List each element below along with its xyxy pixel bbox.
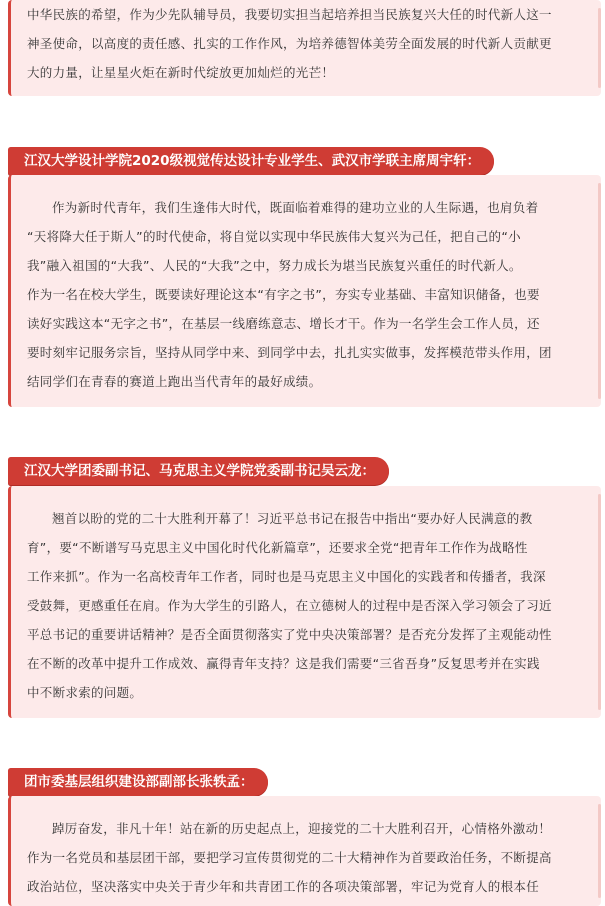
quote-line: 工作来抓”。作为一名高校青年工作者，同时也是马克思主义中国化的实践者和传播者，我深 [27, 569, 546, 584]
quote-line: 中华民族的希望，作为少先队辅导员，我要切实担当起培养担当民族复兴大任的时代新人这一 [27, 7, 552, 22]
quote-line: 作为新时代青年，我们生逢伟大时代，既面临着难得的建功立业的人生际遇，也肩负着 [52, 200, 539, 215]
quote-line: 翘首以盼的党的二十大胜利开幕了！习近平总书记在报告中指出“要办好人民满意的教 [52, 511, 533, 526]
speaker-header-wu-yunlong: 江汉大学团委副书记、马克思主义学院党委副书记吴云龙： [8, 457, 389, 485]
quote-line: 作为一名在校大学生，既要读好理论这本“有字之书”，夯实专业基础、丰富知识储备，也要 [27, 287, 540, 302]
quote-line: 结同学们在青春的赛道上跑出当代青年的最好成绩。 [27, 374, 322, 389]
quote-card-4 [8, 796, 601, 906]
quote-line: “天将降大任于斯人”的时代使命，将自觉以实现中华民族伟大复兴为己任，把自己的“小 [27, 229, 521, 244]
quote-line: 神圣使命，以高度的责任感、扎实的工作作风，为培养德智体美劳全面发展的时代新人贡献更 [27, 36, 552, 51]
quote-card-3 [8, 486, 601, 718]
quote-line: 受鼓舞，更感重任在肩。作为大学生的引路人，在立德树人的过程中是否深入学习领会了习近 [27, 598, 552, 613]
quote-line: 要时刻牢记服务宗旨，坚持从同学中来、到同学中去，扎扎实实做事，发挥模范带头作用，团 [27, 345, 552, 360]
quote-line: 中不断求索的问题。 [27, 685, 143, 700]
quote-line: 在不断的改革中提升工作成效、赢得青年支持？这是我们需要“三省吾身”反复思考并在实践 [27, 656, 540, 671]
quote-line: 读好实践这本“无字之书”，在基层一线磨练意志、增长才干。作为一名学生会工作人员，还 [27, 316, 540, 331]
speaker-header-zhang-yimeng: 团市委基层组织建设部副部长张轶孟： [8, 768, 268, 796]
quote-line: 育”，要“不断谱写马克思主义中国化时代化新篇章”，还要求全党“把青年工作作为战略性 [27, 540, 528, 555]
quote-line: 踔厉奋发，非凡十年！站在新的历史起点上，迎接党的二十大胜利召开，心情格外激动！ [52, 821, 552, 836]
quote-line: 政治站位，坚决落实中央关于青少年和共青团工作的各项决策部署，牢记为党育人的根本任 [27, 879, 540, 894]
quote-card-1 [8, 0, 601, 96]
quote-line: 平总书记的重要讲话精神？是否全面贯彻落实了党中央决策部署？是否充分发挥了主观能动性 [27, 627, 552, 642]
quote-card-2 [8, 175, 601, 407]
speaker-header-zhou-yuxuan: 江汉大学设计学院2020级视觉传达设计专业学生、武汉市学联主席周宇轩： [8, 147, 494, 175]
quote-line: 大的力量，让星星火炬在新时代绽放更加灿烂的光芒！ [27, 65, 335, 80]
quote-line: 我”融入祖国的“大我”、人民的“大我”之中，努力成长为堪当民族复兴重任的时代新人。 [27, 258, 522, 273]
quote-line: 作为一名党员和基层团干部，要把学习宣传贯彻党的二十大精神作为首要政治任务，不断提高 [27, 850, 552, 865]
